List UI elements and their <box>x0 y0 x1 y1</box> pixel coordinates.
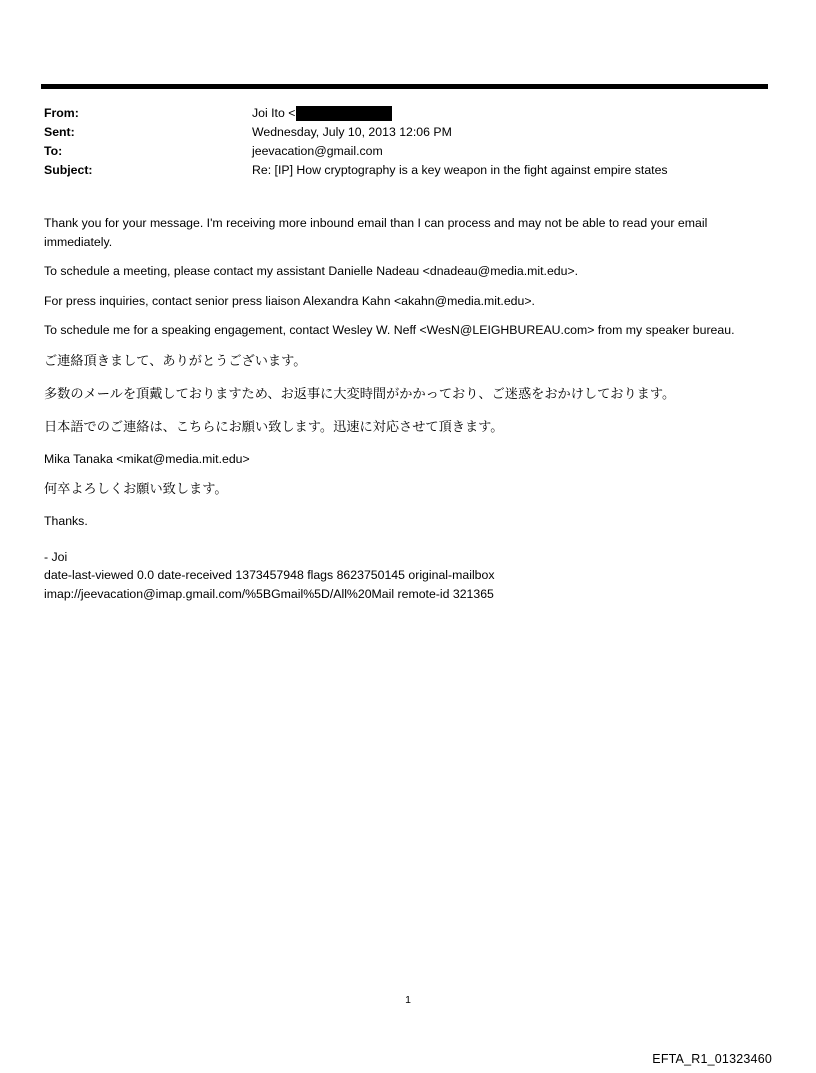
header-rule <box>41 84 768 89</box>
body-signature-mika-tanaka: Mika Tanaka <mikat@media.mit.edu> <box>44 451 250 466</box>
header-value-from <box>252 106 768 121</box>
body-paragraph-9-japanese: 何卒よろしくお願い致します。 <box>44 481 228 496</box>
header-value-subject: Re: [IP] How cryptography is a key weapon in the fight against empire states <box>252 163 668 177</box>
bates-number: EFTA_R1_01323460 <box>652 1052 772 1066</box>
page-number: 1 <box>405 994 411 1006</box>
header-row-subject <box>44 163 768 178</box>
body-signature-joi: - Joi <box>44 549 68 564</box>
email-body <box>44 214 768 603</box>
body-paragraph-6-japanese: 多数のメールを頂戴しておりますため、お返事に大変時間がかかっており、ご迷惑をおかけしております。 <box>44 385 676 401</box>
header-value-sent: Wednesday, July 10, 2013 12:06 PM <box>252 125 452 139</box>
header-label-subject: Subject: <box>44 163 93 177</box>
header-row-sent <box>44 125 768 140</box>
body-paragraph-7-japanese: 日本語でのご連絡は、こちらにお願い致します。迅速に対応させて頂きます。 <box>44 418 504 434</box>
header-label-to: To: <box>44 144 63 158</box>
body-metadata-line-2: imap://jeevacation@imap.gmail.com/%5BGmail%5D/All%20Mail remote-id 321365 <box>44 586 494 601</box>
body-paragraph-3: For press inquiries, contact senior press liaison Alexandra Kahn <akahn@media.mit.edu>. <box>44 293 535 308</box>
header-value-to: jeevacation@gmail.com <box>252 144 383 158</box>
email-header-block <box>44 106 768 182</box>
body-metadata-line-1: date-last-viewed 0.0 date-received 1373457948 flags 8623750145 original-mailbox <box>44 568 495 582</box>
header-row-to <box>44 144 768 159</box>
body-paragraph-4: To schedule me for a speaking engagement, contact Wesley W. Neff <WesN@LEIGHBUREAU.com> from my speaker bureau. <box>44 323 735 337</box>
body-paragraph-1: Thank you for your message. I'm receiving more inbound email than I can process and may not be able to read your email immediately. <box>44 216 708 249</box>
header-value-from-text: Joi Ito < <box>252 106 296 120</box>
body-thanks: Thanks. <box>44 514 88 528</box>
body-paragraph-5-japanese: ご連絡頂きまして、ありがとうございます。 <box>44 352 307 368</box>
header-row-from <box>44 106 768 121</box>
header-label-sent: Sent: <box>44 125 75 139</box>
redaction-box-icon <box>296 106 392 121</box>
header-label-from: From: <box>44 106 79 120</box>
body-paragraph-2: To schedule a meeting, please contact my assistant Danielle Nadeau <dnadeau@media.mit.edu>. <box>44 264 579 278</box>
